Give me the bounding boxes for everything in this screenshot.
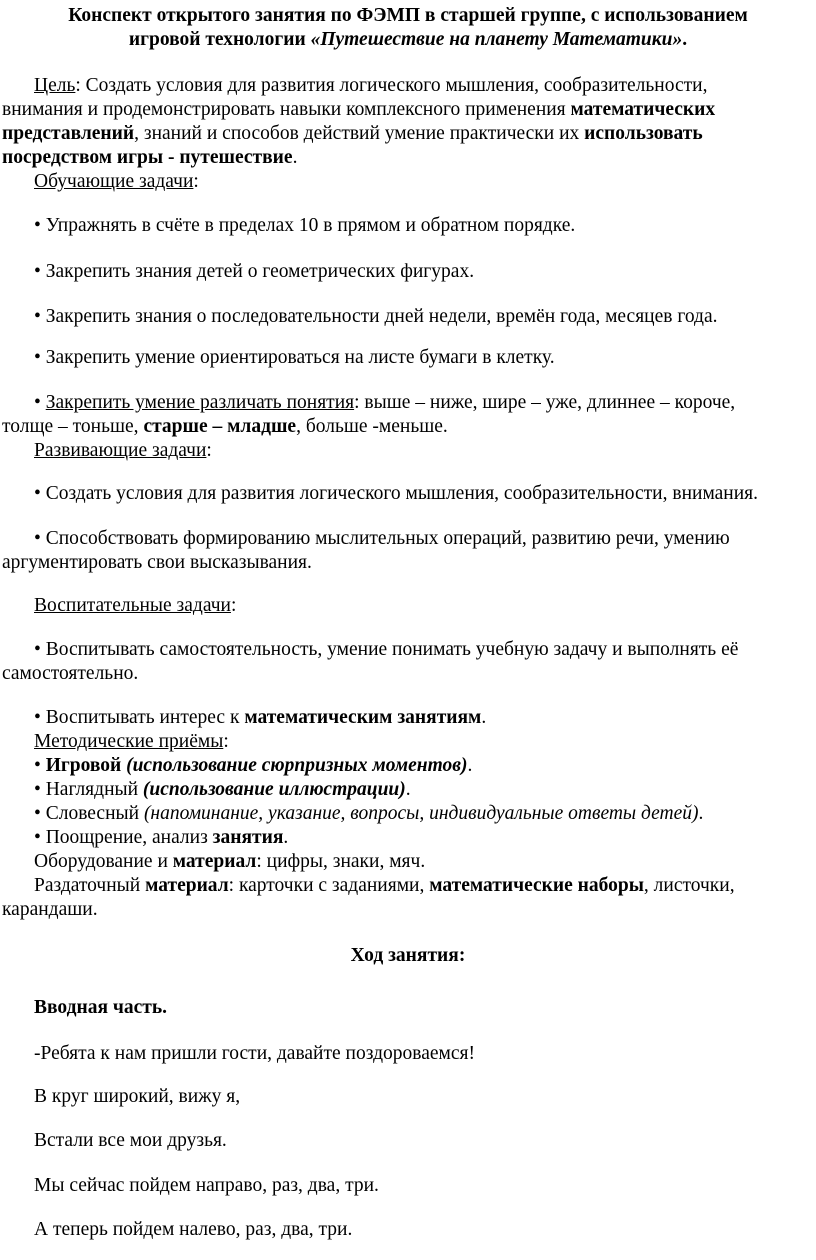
goal-line-2: внимания и продемонстрировать навыки комплексного применения математических (2, 99, 716, 120)
goal-line-4: посредством игры - путешествие. (2, 147, 298, 168)
upbringing-tasks-heading: Воспитательные задачи: (34, 595, 237, 616)
verse-line: А теперь пойдем налево, раз, два, три. (34, 1219, 353, 1240)
teaching-task-item: • Закрепить умение различать понятия: выше – ниже, шире – уже, длиннее – короче, (34, 392, 736, 413)
goal-line-3: представлений, знаний и способов действий умение практически их использовать (2, 123, 703, 144)
document-title-line-1: Конспект открытого занятия по ФЭМП в старшей группе, с использованием (68, 5, 748, 26)
developing-task-item: • Создать условия для развития логического мышления, сообразительности, внимания. (34, 483, 759, 504)
teaching-task-item: • Закрепить умение ориентироваться на листе бумаги в клетку. (34, 347, 555, 368)
verse-line: В круг широкий, вижу я, (34, 1086, 241, 1107)
goal-line-1: Цель: Создать условия для развития логического мышления, сообразительности, (34, 75, 708, 96)
teaching-task-item-continuation: толще – тоньше, старше – младше, больше -меньше. (2, 416, 448, 437)
teaching-task-item: • Упражнять в счёте в пределах 10 в прямом и обратном порядке. (34, 215, 576, 236)
developing-task-item: • Способствовать формированию мыслительных операций, развитию речи, умению (34, 528, 730, 549)
methods-heading: Методические приёмы: (34, 731, 229, 752)
verse-line: Встали все мои друзья. (34, 1130, 227, 1151)
teaching-task-item: • Закрепить знания о последовательности дней недели, времён года, месяцев года. (34, 306, 718, 327)
handout-line-1: Раздаточный материал: карточки с заданиями, математические наборы, листочки, (34, 875, 735, 896)
teaching-tasks-heading: Обучающие задачи: (34, 171, 199, 192)
verse-line: Мы сейчас пойдем направо, раз, два, три. (34, 1175, 379, 1196)
verse-line: -Ребята к нам пришли гости, давайте поздороваемся! (34, 1043, 475, 1064)
method-item: • Словесный (напоминание, указание, вопросы, индивидуальные ответы детей). (34, 803, 704, 824)
method-item: • Поощрение, анализ занятия. (34, 827, 289, 848)
handout-line-2: карандаши. (2, 899, 98, 920)
method-item: • Наглядный (использование иллюстрации). (34, 779, 411, 800)
developing-task-item-continuation: аргументировать свои высказывания. (2, 552, 312, 573)
developing-tasks-heading: Развивающие задачи: (34, 440, 212, 461)
upbringing-task-item-continuation: самостоятельно. (2, 663, 139, 684)
document-title-line-2: игровой технологии «Путешествие на планету Математики». (128, 29, 688, 50)
teaching-task-item: • Закрепить знания детей о геометрических фигурах. (34, 261, 475, 282)
course-heading: Ход занятия: (350, 945, 466, 966)
intro-heading: Вводная часть. (34, 997, 168, 1018)
goal-label: Цель (34, 75, 76, 96)
equipment-line: Оборудование и материал: цифры, знаки, мяч. (34, 851, 426, 872)
upbringing-task-item: • Воспитывать самостоятельность, умение понимать учебную задачу и выполнять её (34, 639, 739, 660)
upbringing-task-item: • Воспитывать интерес к математическим занятиям. (34, 707, 487, 728)
method-item: • Игровой (использование сюрпризных моментов). (34, 755, 473, 776)
